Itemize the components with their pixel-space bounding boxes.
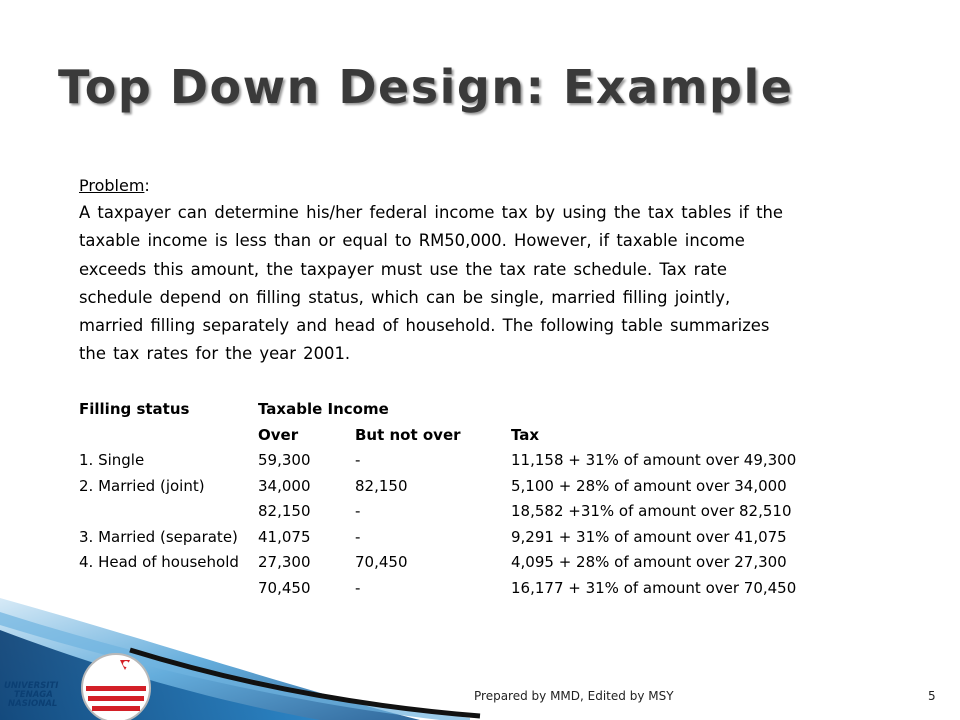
table-cell: 82,150: [258, 502, 311, 520]
table-cell: -: [355, 578, 361, 597]
header-cell: But not over: [355, 425, 461, 444]
problem-colon: :: [144, 176, 150, 195]
table-cell: 41,075: [258, 527, 311, 546]
table-cell: 70,450: [258, 578, 311, 597]
paragraph-line: A taxpayer can determine his/her federal income tax by using the tax tables if the: [79, 203, 784, 222]
paragraph-line: taxable income is less than or equal to RM50,000. However, if taxable income: [79, 231, 745, 251]
slide-footer: Prepared by MMD, Edited by MSY: [474, 689, 674, 703]
table-cell: 1. Single: [79, 451, 145, 469]
paragraph-line: the tax rates for the year 2001.: [79, 344, 351, 364]
table-cell: -: [355, 451, 361, 469]
page-number: 5: [928, 689, 936, 703]
paragraph-line: schedule depend on filling status, which can be single, married filling jointly,: [79, 287, 731, 307]
table-cell: -: [355, 502, 361, 520]
table-cell: 27,300: [258, 553, 311, 571]
table-cell: 3. Married (separate): [79, 527, 238, 546]
table-cell: 5,100 + 28% of amount over 34,000: [511, 476, 787, 495]
header-cell: Taxable Income: [258, 400, 389, 418]
problem-heading: [79, 176, 150, 195]
table-cell: 11,158 + 31% of amount over 49,300: [511, 451, 797, 469]
slide-title: Top Down Design: Example: [58, 60, 794, 114]
table-cell: 82,150: [355, 476, 408, 495]
table-cell: 2. Married (joint): [79, 476, 205, 495]
table-cell: 59,300: [258, 451, 311, 469]
paragraph-line: married filling separately and head of household. The following table summarizes: [79, 316, 770, 336]
problem-paragraph: [79, 199, 869, 369]
table-cell: 16,177 + 31% of amount over 70,450: [511, 578, 797, 597]
table-cell: 18,582 +31% of amount over 82,510: [511, 502, 792, 520]
header-cell: Over: [258, 425, 299, 444]
problem-label-text: Problem: [79, 176, 145, 195]
table-cell: 70,450: [355, 553, 408, 571]
logo-text-line3: NASIONAL: [8, 699, 58, 709]
header-cell: Tax: [511, 425, 540, 444]
paragraph-line: exceeds this amount, the taxpayer must use the tax rate schedule. Tax rate: [79, 259, 727, 279]
table-cell: 4,095 + 28% of amount over 27,300: [511, 553, 787, 571]
table-cell: -: [355, 527, 361, 546]
table-cell: 9,291 + 31% of amount over 41,075: [511, 527, 787, 546]
table-cell: 34,000: [258, 476, 311, 495]
table-cell: 4. Head of household: [79, 553, 239, 571]
university-logo: [0, 640, 160, 720]
logo-text-line1: UNIVERSITI: [4, 681, 59, 691]
logo-text-line2: TENAGA: [14, 690, 53, 700]
header-cell: Filling status: [79, 400, 190, 418]
